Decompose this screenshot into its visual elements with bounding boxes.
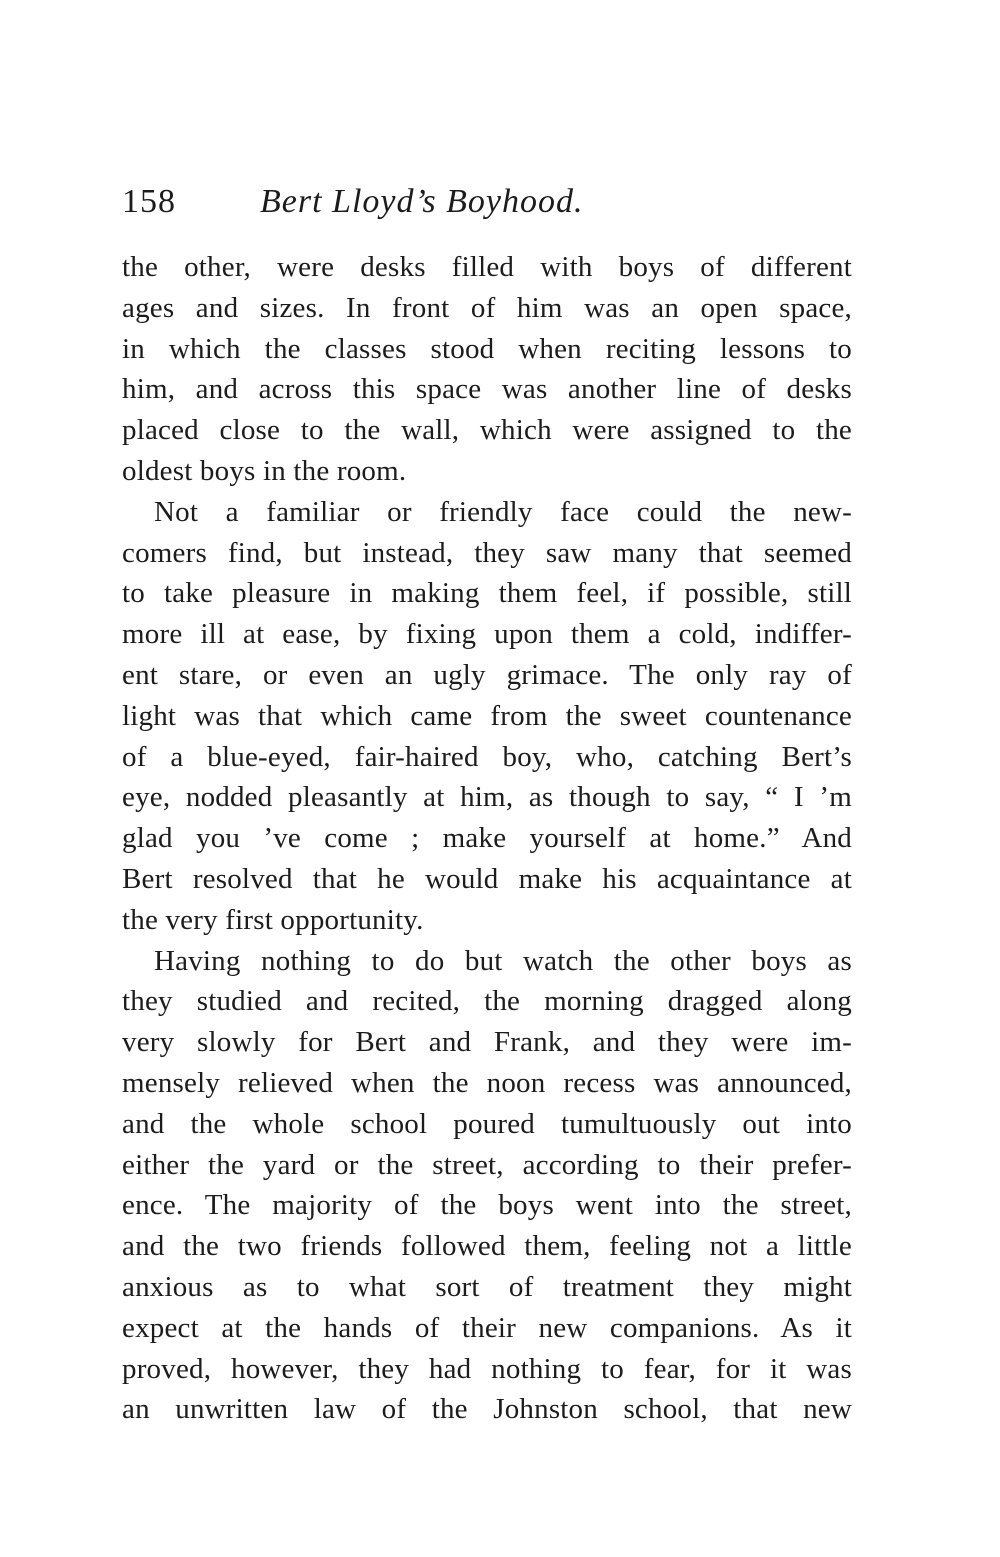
text-line: proved, however, they had nothing to fear, for it was — [122, 1352, 852, 1385]
text-line: they studied and recited, the morning dragged along — [122, 985, 852, 1018]
text-line: glad you ’ve come ; make yourself at home.” And — [122, 822, 852, 855]
paragraph-1 — [122, 247, 852, 492]
text-line: ence. The majority of the boys went into the street, — [122, 1189, 852, 1222]
text-line: anxious as to what sort of treatment they might — [122, 1270, 852, 1303]
text-line: light was that which came from the sweet countenance — [122, 699, 852, 732]
text-line: placed close to the wall, which were assigned to the — [122, 414, 852, 447]
text-line: Having nothing to do but watch the other boys as — [154, 944, 852, 977]
page-number: 158 — [122, 183, 176, 220]
text-line: mensely relieved when the noon recess was announced, — [122, 1066, 852, 1099]
text-line: Bert resolved that he would make his acquaintance at — [122, 862, 852, 895]
text-line: comers find, but instead, they saw many that seemed — [122, 536, 852, 569]
text-line: and the two friends followed them, feeling not a little — [122, 1230, 852, 1263]
body-text — [122, 247, 852, 1430]
text-line: and the whole school poured tumultuously out into — [122, 1107, 852, 1140]
text-line: either the yard or the street, according to their prefer- — [122, 1148, 852, 1181]
text-line: ages and sizes. In front of him was an open space, — [122, 291, 852, 324]
text-line: the very first opportunity. — [122, 903, 424, 936]
paragraph-3 — [122, 941, 852, 1431]
text-line: of a blue-eyed, fair-haired boy, who, catching Bert’s — [122, 740, 852, 773]
running-head — [122, 180, 682, 230]
text-line: the other, were desks filled with boys of different — [122, 251, 852, 283]
text-line: ent stare, or even an ugly grimace. The only ray of — [122, 658, 852, 691]
text-line: eye, nodded pleasantly at him, as though to say, “ I ’m — [122, 781, 852, 814]
text-line: in which the classes stood when reciting lessons to — [122, 332, 852, 365]
paragraph-2 — [122, 492, 852, 941]
text-line: very slowly for Bert and Frank, and they were im- — [122, 1026, 852, 1059]
running-title: Bert Lloyd’s Boyhood. — [260, 183, 584, 220]
text-line: oldest boys in the room. — [122, 454, 407, 487]
text-line: expect at the hands of their new companions. As it — [122, 1311, 852, 1344]
text-line: Not a familiar or friendly face could the new- — [154, 495, 852, 528]
text-line: him, and across this space was another line of desks — [122, 373, 852, 406]
text-line: an unwritten law of the Johnston school, that new — [122, 1393, 852, 1426]
text-line: to take pleasure in making them feel, if possible, still — [122, 577, 852, 610]
text-line: more ill at ease, by fixing upon them a cold, indiffer- — [122, 618, 852, 651]
